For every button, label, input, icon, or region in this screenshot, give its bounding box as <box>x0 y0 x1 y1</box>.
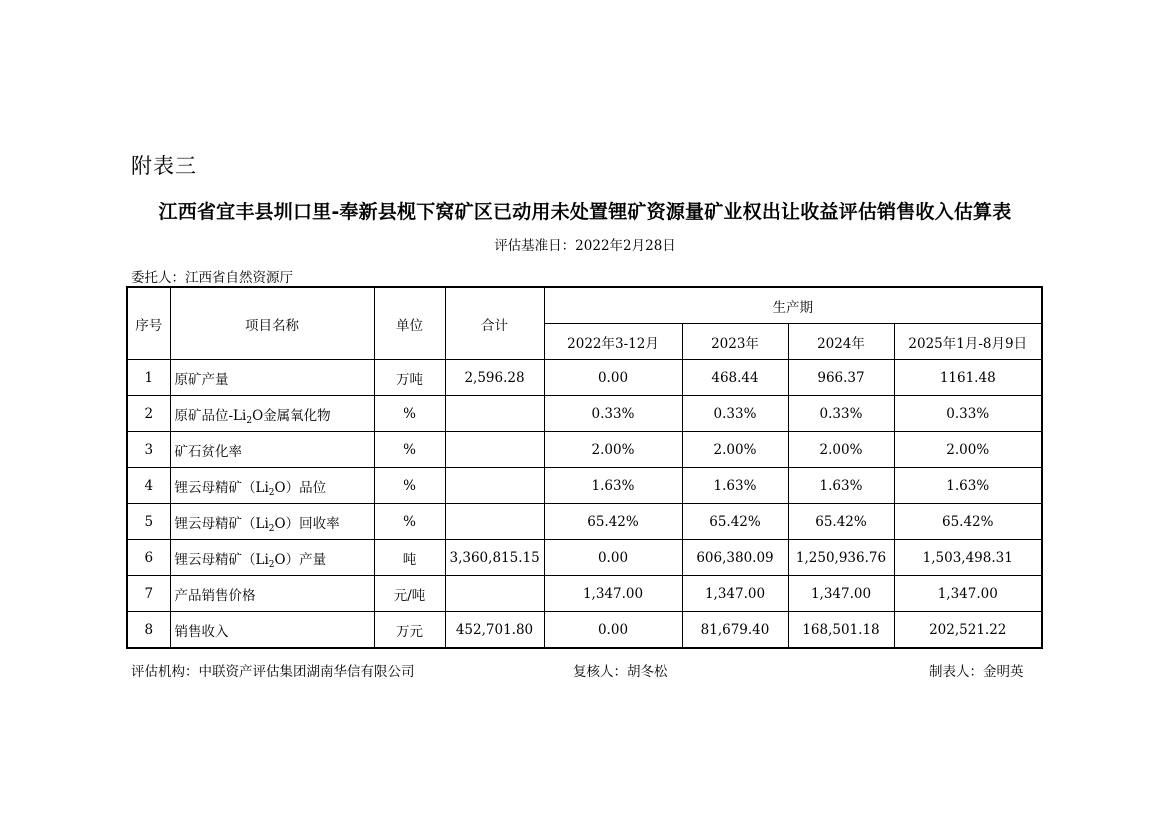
table-row <box>127 396 1042 432</box>
row-period-value-2: 1,347.00 <box>682 576 788 612</box>
row-period-value-3: 2.00% <box>788 432 894 468</box>
table-row <box>127 504 1042 540</box>
row-period-value-2: 468.44 <box>682 360 788 396</box>
item-name-text: 原矿品位-Li <box>174 407 247 424</box>
row-period-value-2: 65.42% <box>682 504 788 540</box>
header-item: 项目名称 <box>170 287 374 360</box>
header-period-1: 2022年3-12月 <box>544 324 682 360</box>
row-period-value-3: 65.42% <box>788 504 894 540</box>
row-period-value-3: 0.33% <box>788 396 894 432</box>
item-name-text: 锂云母精矿（Li <box>174 479 269 496</box>
row-seq: 2 <box>127 396 170 432</box>
row-period-value-1: 1.63% <box>544 468 682 504</box>
table-row <box>127 612 1042 649</box>
item-name-subscript: 2 <box>268 559 275 570</box>
row-item-name <box>170 432 374 468</box>
row-period-value-2: 2.00% <box>682 432 788 468</box>
row-item-name <box>170 612 374 649</box>
row-period-value-4: 65.42% <box>894 504 1042 540</box>
row-period-value-1: 65.42% <box>544 504 682 540</box>
item-name-text: 销售收入 <box>174 623 229 640</box>
row-item-name <box>170 576 374 612</box>
row-period-value-4: 1,347.00 <box>894 576 1042 612</box>
row-unit: 元/吨 <box>374 576 445 612</box>
table-body <box>127 360 1042 649</box>
item-name-text: 锂云母精矿（Li <box>174 515 269 532</box>
row-total: 452,701.80 <box>445 612 544 649</box>
header-period-3: 2024年 <box>788 324 894 360</box>
header-period-4: 2025年1月-8月9日 <box>894 324 1042 360</box>
row-unit: 万元 <box>374 612 445 649</box>
item-name-text: 产品销售价格 <box>174 587 256 604</box>
row-period-value-2: 1.63% <box>682 468 788 504</box>
client-label: 委托人：江西省自然资源厅 <box>131 270 293 286</box>
row-period-value-3: 1,347.00 <box>788 576 894 612</box>
footer-reviewer: 复核人：胡冬松 <box>573 664 668 680</box>
row-seq: 3 <box>127 432 170 468</box>
footer-preparer: 制表人：金明英 <box>929 664 1024 680</box>
row-unit: % <box>374 396 445 432</box>
row-unit: % <box>374 432 445 468</box>
row-unit: % <box>374 468 445 504</box>
table-row <box>127 432 1042 468</box>
table-row <box>127 468 1042 504</box>
row-period-value-2: 606,380.09 <box>682 540 788 576</box>
row-period-value-4: 0.33% <box>894 396 1042 432</box>
base-date: 评估基准日：2022年2月28日 <box>494 238 676 254</box>
row-period-value-3: 966.37 <box>788 360 894 396</box>
row-unit: % <box>374 504 445 540</box>
row-period-value-4: 2.00% <box>894 432 1042 468</box>
row-period-value-4: 202,521.22 <box>894 612 1042 649</box>
footer-org: 评估机构：中联资产评估集团湖南华信有限公司 <box>131 664 415 680</box>
item-name-suffix: O）回收率 <box>274 515 340 532</box>
row-unit: 吨 <box>374 540 445 576</box>
item-name-suffix: O金属氧化物 <box>252 407 331 424</box>
table-row <box>127 576 1042 612</box>
header-unit: 单位 <box>374 287 445 360</box>
row-period-value-1: 0.00 <box>544 540 682 576</box>
item-name-text: 原矿产量 <box>174 371 229 388</box>
row-period-value-1: 1,347.00 <box>544 576 682 612</box>
item-name-subscript: 2 <box>268 487 275 498</box>
row-total: 3,360,815.15 <box>445 540 544 576</box>
row-total <box>445 468 544 504</box>
row-seq: 5 <box>127 504 170 540</box>
row-seq: 1 <box>127 360 170 396</box>
row-period-value-4: 1.63% <box>894 468 1042 504</box>
row-item-name <box>170 468 374 504</box>
header-period: 生产期 <box>544 287 1042 324</box>
row-period-value-3: 168,501.18 <box>788 612 894 649</box>
row-seq: 6 <box>127 540 170 576</box>
row-period-value-4: 1,503,498.31 <box>894 540 1042 576</box>
appendix-label: 附表三 <box>131 154 197 178</box>
row-period-value-3: 1,250,936.76 <box>788 540 894 576</box>
row-seq: 7 <box>127 576 170 612</box>
item-name-subscript: 2 <box>246 415 253 426</box>
item-name-subscript: 2 <box>268 523 275 534</box>
item-name-suffix: O）产量 <box>274 551 327 568</box>
row-period-value-1: 0.00 <box>544 360 682 396</box>
row-period-value-2: 0.33% <box>682 396 788 432</box>
row-period-value-3: 1.63% <box>788 468 894 504</box>
table-header <box>127 287 1042 360</box>
sales-revenue-table <box>126 286 1043 649</box>
row-seq: 4 <box>127 468 170 504</box>
row-period-value-4: 1161.48 <box>894 360 1042 396</box>
row-total <box>445 504 544 540</box>
table-row <box>127 540 1042 576</box>
row-item-name <box>170 504 374 540</box>
row-total <box>445 432 544 468</box>
item-name-text: 锂云母精矿（Li <box>174 551 269 568</box>
header-seq: 序号 <box>127 287 170 360</box>
row-total: 2,596.28 <box>445 360 544 396</box>
row-period-value-2: 81,679.40 <box>682 612 788 649</box>
row-seq: 8 <box>127 612 170 649</box>
document-title: 江西省宜丰县圳口里-奉新县枧下窝矿区已动用未处置锂矿资源量矿业权出让收益评估销售收入估算表 <box>158 201 1012 223</box>
row-period-value-1: 0.33% <box>544 396 682 432</box>
row-item-name <box>170 396 374 432</box>
row-item-name <box>170 360 374 396</box>
row-period-value-1: 0.00 <box>544 612 682 649</box>
item-name-suffix: O）品位 <box>274 479 327 496</box>
row-total <box>445 396 544 432</box>
row-total <box>445 576 544 612</box>
header-period-2: 2023年 <box>682 324 788 360</box>
row-unit: 万吨 <box>374 360 445 396</box>
item-name-text: 矿石贫化率 <box>174 443 242 460</box>
table-row <box>127 360 1042 396</box>
row-item-name <box>170 540 374 576</box>
row-period-value-1: 2.00% <box>544 432 682 468</box>
header-total: 合计 <box>445 287 544 360</box>
